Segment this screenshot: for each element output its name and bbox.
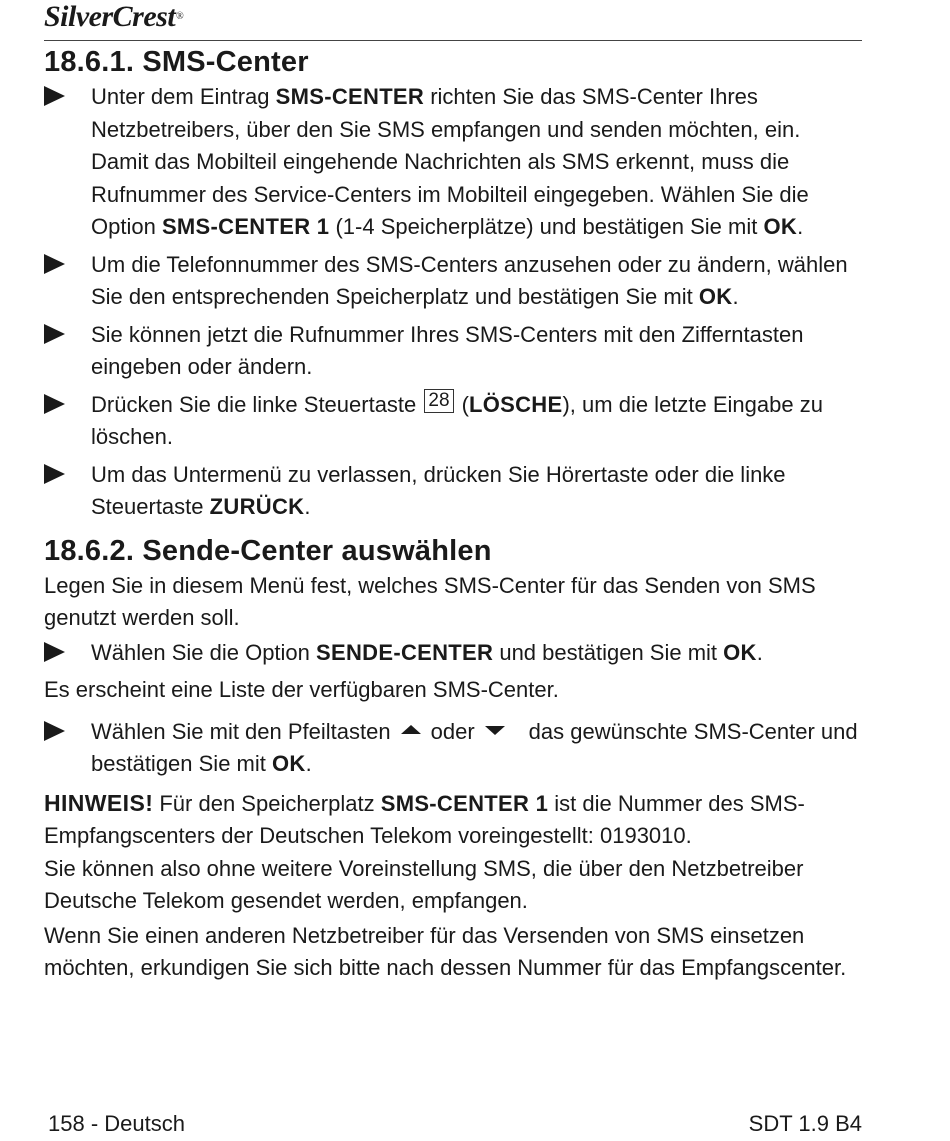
arrow-down-icon	[485, 726, 505, 735]
bullet-arrow-icon	[44, 324, 65, 344]
bullet-arrow-icon	[44, 642, 65, 662]
list-item: Unter dem Eintrag SMS-CENTER richten Sie das SMS-Center Ihres Netzbetreibers, über den Sie SMS empfangen und senden möchten, ein. Damit das Mobilteil eingehende Nachrichten als SMS erkennt, muss die Rufnummer des Service-Centers im Mobilteil eingegeben. Wählen Sie die Option SMS-CENTER 1 (1-4 Speicherplätze) und bestätigen Sie mit OK.	[44, 81, 862, 244]
bullet-arrow-icon	[44, 721, 65, 741]
bullet-arrow-icon	[44, 254, 65, 274]
bullet-arrow-icon	[44, 464, 65, 484]
list-note: Es erscheint eine Liste der verfügbaren SMS-Center.	[44, 677, 559, 702]
list-item: Um die Telefonnummer des SMS-Centers anzusehen oder zu ändern, wählen Sie den entsprechenden Speicherplatz und bestätigen Sie mit OK.	[44, 249, 862, 314]
list-item: Um das Untermenü zu verlassen, drücken Sie Hörertaste oder die linke Steuertaste ZURÜCK.	[44, 459, 862, 524]
hinweis-label: HINWEIS!	[44, 789, 154, 816]
bullet-arrow-icon	[44, 394, 65, 414]
model-number: SDT 1.9 B4	[748, 1111, 862, 1136]
list-item: Sie können jetzt die Rufnummer Ihres SMS-Centers mit den Zifferntasten eingeben oder ändern.	[44, 319, 862, 384]
brand-logo: SilverCrest®	[44, 0, 184, 33]
key-reference-number: 28	[424, 389, 453, 413]
sms-center-steps	[44, 81, 862, 524]
hinweis-paragraph: Wenn Sie einen anderen Netzbetreiber für das Versenden von SMS einsetzen möchten, erkundigen Sie sich bitte nach dessen Nummer für das Empfangscenter.	[44, 922, 847, 980]
list-item: Wählen Sie die Option SENDE-CENTER und bestätigen Sie mit OK.	[44, 637, 862, 670]
hinweis-note: HINWEIS! Für den Speicherplatz SMS-CENTER 1 ist die Nummer des SMS-Empfangscenters der Deutschen Telekom voreingestellt: 0193010.	[44, 789, 805, 848]
header-bar	[44, 0, 862, 41]
bullet-arrow-icon	[44, 86, 65, 106]
arrow-up-icon	[401, 725, 421, 734]
manual-page	[44, 0, 862, 985]
hinweis-paragraph: Sie können also ohne weitere Voreinstellung SMS, die über den Netzbetreiber Deutsche Telekom gesendet werden, empfangen.	[44, 855, 804, 913]
list-item: Wählen Sie mit den Pfeiltasten oder das gewünschte SMS-Center und bestätigen Sie mit OK.	[44, 716, 862, 781]
section-intro: Legen Sie in diesem Menü fest, welches SMS-Center für das Senden von SMS genutzt werden soll.	[44, 572, 816, 630]
section-heading-sms-center: 18.6.1. SMS-Center	[44, 46, 309, 78]
page-number: 158 - Deutsch	[48, 1111, 185, 1136]
section-heading-sende-center: 18.6.2. Sende-Center auswählen	[44, 534, 492, 567]
list-item: Drücken Sie die linke Steuertaste 28 (LÖSCHE), um die letzte Eingabe zu löschen.	[44, 389, 862, 454]
